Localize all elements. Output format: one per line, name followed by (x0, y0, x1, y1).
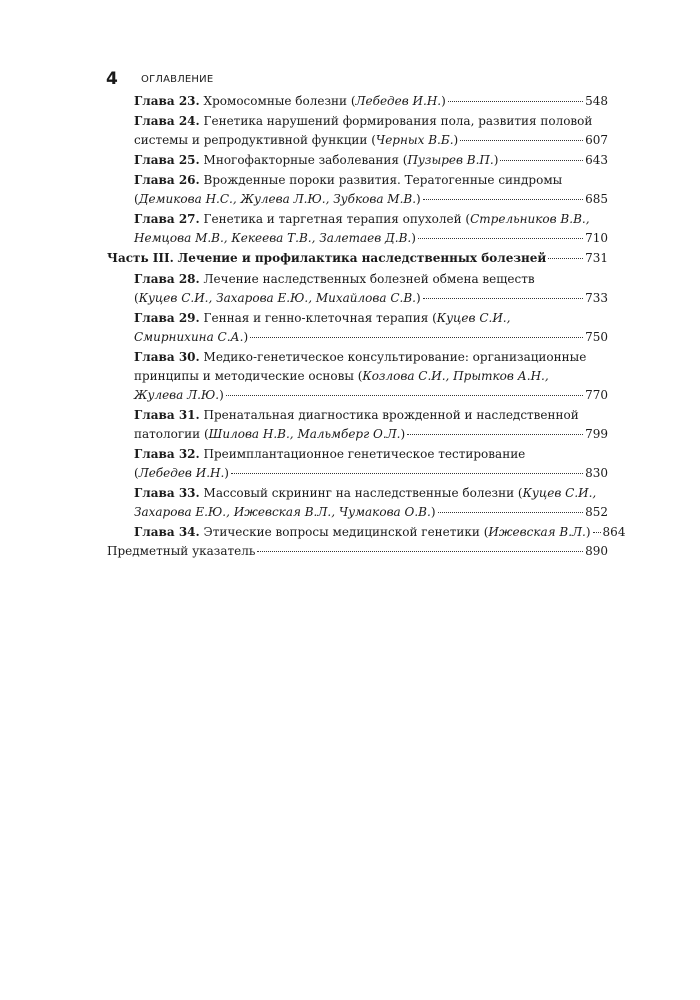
page-ref: 731 (585, 251, 608, 265)
dot-leader (257, 551, 583, 552)
page-ref: 607 (585, 133, 608, 147)
part-label: Часть III. (107, 251, 174, 265)
chapter-title: Этические вопросы медицинской генетики ( (203, 525, 489, 539)
page-ref: 890 (585, 544, 608, 558)
chapter-authors-cont: Смирнихина С.А. (134, 330, 244, 344)
chapter-title: Врожденные пороки развития. Тератогенные синдромы (203, 173, 563, 187)
running-title: ОГЛАВЛЕНИЕ (141, 74, 214, 85)
closing-paren: ) (400, 427, 406, 441)
closing-paren: ) (430, 505, 436, 519)
page-ref: 864 (602, 525, 626, 539)
dot-leader (548, 258, 583, 259)
chapter-authors: Шилова Н.В., Мальмберг О.Л. (208, 427, 401, 441)
closing-paren: ) (453, 133, 459, 147)
chapter-title: Генная и генно-клеточная терапия ( (203, 311, 437, 325)
part-title: Лечение и профилактика наследственных болезней (177, 251, 547, 265)
chapter-authors-cont: Захарова Е.Ю., Ижевская В.Л., Чумакова О.В. (134, 505, 431, 519)
page-ref: 852 (585, 505, 608, 519)
dot-leader (438, 512, 584, 513)
opening-paren: ( (134, 192, 139, 206)
page-ref: 830 (585, 466, 608, 480)
chapter-title: Генетика и таргетная терапия опухолей ( (203, 212, 471, 226)
toc-entry-index[interactable] (107, 542, 608, 561)
chapter-label: Глава 32. (134, 447, 200, 461)
chapter-title: Массовый скрининг на наследственные болезни ( (203, 486, 523, 500)
closing-paren: ) (219, 388, 224, 402)
chapter-authors: Пузырев В.П. (407, 153, 494, 167)
chapter-title: Многофакторные заболевания ( (203, 153, 408, 167)
chapter-label: Глава 28. (134, 272, 200, 286)
dot-leader (418, 238, 583, 239)
page-ref: 750 (585, 330, 608, 344)
page-ref: 643 (585, 153, 608, 167)
chapter-authors: Козлова С.И., Прытков А.Н., (362, 369, 549, 383)
dot-leader (500, 160, 583, 161)
dot-leader (448, 101, 583, 102)
closing-paren: ) (585, 525, 591, 539)
chapter-authors: Лебедев И.Н. (355, 94, 442, 108)
page-ref: 548 (585, 94, 608, 108)
dot-leader (423, 199, 583, 200)
toc-entry-chapter-23[interactable] (107, 92, 608, 111)
dot-leader (231, 473, 583, 474)
page-ref: 770 (585, 388, 608, 402)
toc-entry-chapter-26[interactable] (107, 171, 608, 209)
chapter-title-cont: принципы и методические основы ( (134, 369, 363, 383)
chapter-label: Глава 34. (134, 525, 200, 539)
toc-entry-chapter-29[interactable] (107, 309, 608, 347)
toc-entry-chapter-32[interactable] (107, 445, 608, 483)
chapter-title: Генетика нарушений формирования пола, развития половой (203, 114, 593, 128)
chapter-label: Глава 23. (134, 94, 200, 108)
chapter-authors: Лебедев И.Н. (138, 466, 225, 480)
chapter-label: Глава 24. (134, 114, 200, 128)
toc-entry-chapter-28[interactable] (107, 270, 608, 308)
page-ref: 799 (585, 427, 608, 441)
chapter-title-cont: патологии ( (134, 427, 209, 441)
closing-paren: ) (415, 291, 421, 305)
table-of-contents (107, 92, 626, 561)
opening-paren: ( (134, 466, 139, 480)
dot-leader (460, 140, 583, 141)
chapter-title: Медико-генетическое консультирование: организационные (203, 350, 587, 364)
chapter-authors-cont: Немцова М.В., Кекеева Т.В., Залетаев Д.В. (134, 231, 412, 245)
dot-leader (226, 395, 583, 396)
dot-leader (407, 434, 583, 435)
toc-entry-chapter-34[interactable] (107, 523, 626, 542)
chapter-title-cont: системы и репродуктивной функции ( (134, 133, 376, 147)
dot-leader (250, 337, 583, 338)
chapter-label: Глава 27. (134, 212, 200, 226)
closing-paren: ) (411, 231, 416, 245)
closing-paren: ) (224, 466, 229, 480)
chapter-authors-cont: Жулева Л.Ю. (134, 388, 220, 402)
chapter-authors: Демикова Н.С., Жулева Л.Ю., Зубкова М.В. (138, 192, 417, 206)
toc-entry-chapter-27[interactable] (107, 210, 608, 248)
chapter-label: Глава 29. (134, 311, 200, 325)
toc-entry-part-3[interactable] (107, 249, 608, 268)
closing-paren: ) (416, 192, 421, 206)
page-number: 4 (106, 69, 118, 89)
dot-leader (593, 532, 601, 533)
chapter-label: Глава 31. (134, 408, 200, 422)
toc-entry-chapter-33[interactable] (107, 484, 608, 522)
chapter-authors: Черных В.Б. (375, 133, 454, 147)
toc-entry-chapter-30[interactable] (107, 348, 608, 405)
chapter-label: Глава 25. (134, 153, 200, 167)
toc-entry-chapter-25[interactable] (107, 151, 608, 170)
page-ref: 733 (585, 291, 608, 305)
chapter-authors: Куцев С.И., Захарова Е.Ю., Михайлова С.В. (138, 291, 416, 305)
chapter-label: Глава 26. (134, 173, 200, 187)
closing-paren: ) (243, 330, 249, 344)
page-ref: 710 (585, 231, 608, 245)
dot-leader (423, 298, 583, 299)
chapter-label: Глава 30. (134, 350, 200, 364)
chapter-authors: Ижевская В.Л. (488, 525, 586, 539)
chapter-title: Пренатальная диагностика врожденной и наследственной (203, 408, 579, 422)
chapter-title: Лечение наследственных болезней обмена веществ (203, 272, 535, 286)
chapter-title: Преимплантационное генетическое тестирование (203, 447, 526, 461)
chapter-label: Глава 33. (134, 486, 200, 500)
closing-paren: ) (441, 94, 446, 108)
page-ref: 685 (585, 192, 608, 206)
toc-entry-chapter-24[interactable] (107, 112, 608, 150)
toc-entry-chapter-31[interactable] (107, 406, 608, 444)
opening-paren: ( (134, 291, 139, 305)
closing-paren: ) (493, 153, 499, 167)
chapter-authors: Куцев С.И., (436, 311, 511, 325)
chapter-authors: Стрельников В.В., (470, 212, 590, 226)
chapter-title: Хромосомные болезни ( (203, 94, 356, 108)
chapter-authors: Куцев С.И., (522, 486, 597, 500)
index-title: Предметный указатель (107, 544, 256, 558)
